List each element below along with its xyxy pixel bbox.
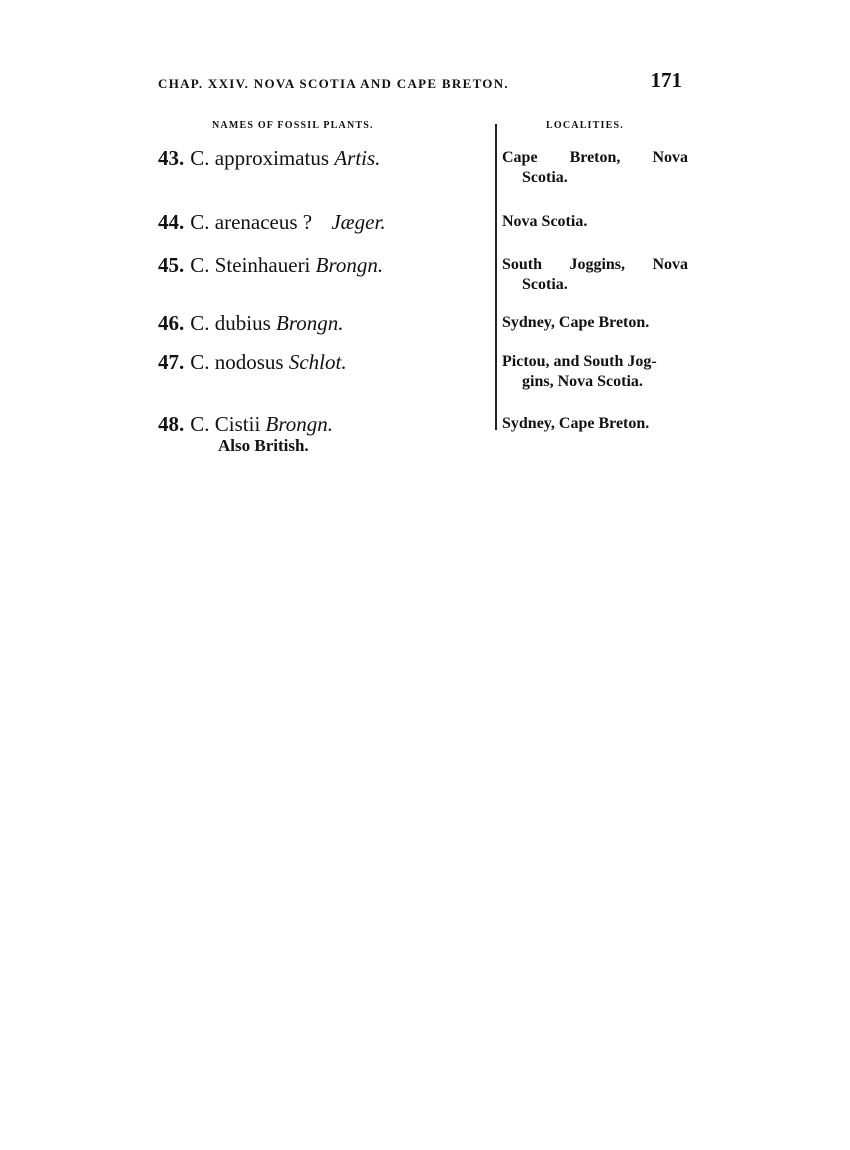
locality-line: Scotia. [522, 169, 568, 186]
species-name: C. approximatus [190, 146, 330, 170]
entry-note: Also British. [218, 436, 309, 455]
locality [502, 212, 688, 232]
locality [502, 414, 688, 434]
locality [502, 313, 688, 333]
locality [502, 255, 688, 295]
locality-line: Sydney, Cape Breton. [502, 314, 650, 331]
entry-number: 45. [158, 253, 185, 277]
species-name: C. dubius [190, 311, 271, 335]
locality-line: Scotia. [522, 276, 568, 293]
species-author: Brongn. [315, 253, 384, 277]
column-divider [495, 124, 497, 430]
species-name: C. nodosus [190, 350, 284, 374]
locality-line: gins, Nova Scotia. [522, 373, 643, 390]
localities-column-heading: LOCALITIES. [546, 120, 624, 131]
species-author: Jæger. [331, 210, 386, 234]
plant-name [158, 412, 333, 437]
locality-line: Sydney, Cape Breton. [502, 415, 650, 432]
species-author: Artis. [334, 146, 381, 170]
species-name: C. Steinhaueri [190, 253, 311, 277]
entry-number: 44. [158, 210, 185, 234]
locality [502, 352, 688, 392]
species-author: Schlot. [288, 350, 347, 374]
page-number: 171 [650, 68, 682, 92]
entry-number: 43. [158, 146, 185, 170]
plant-name [158, 311, 344, 336]
locality-line: Cape Breton, Nova [502, 149, 688, 166]
running-head [158, 68, 688, 98]
plant-name [158, 146, 380, 171]
species-author: Brongn. [276, 311, 344, 335]
locality-line: Nova Scotia. [502, 213, 588, 230]
species-name: C. Cistii [190, 412, 261, 436]
locality-line: Pictou, and South Jog- [502, 353, 657, 370]
locality [502, 148, 688, 188]
entry-number: 46. [158, 311, 185, 335]
species-author: Brongn. [265, 412, 334, 436]
entry-number: 48. [158, 412, 185, 436]
locality-line: South Joggins, Nova [502, 256, 688, 273]
plant-name [158, 210, 386, 235]
species-name: C. arenaceus ? [190, 210, 313, 234]
chapter-title: CHAP. XXIV. NOVA SCOTIA AND CAPE BRETON. [158, 76, 509, 91]
plant-name [158, 350, 347, 375]
entry-number: 47. [158, 350, 185, 374]
names-column-heading: NAMES OF FOSSIL PLANTS. [212, 120, 374, 131]
plant-name [158, 253, 383, 278]
